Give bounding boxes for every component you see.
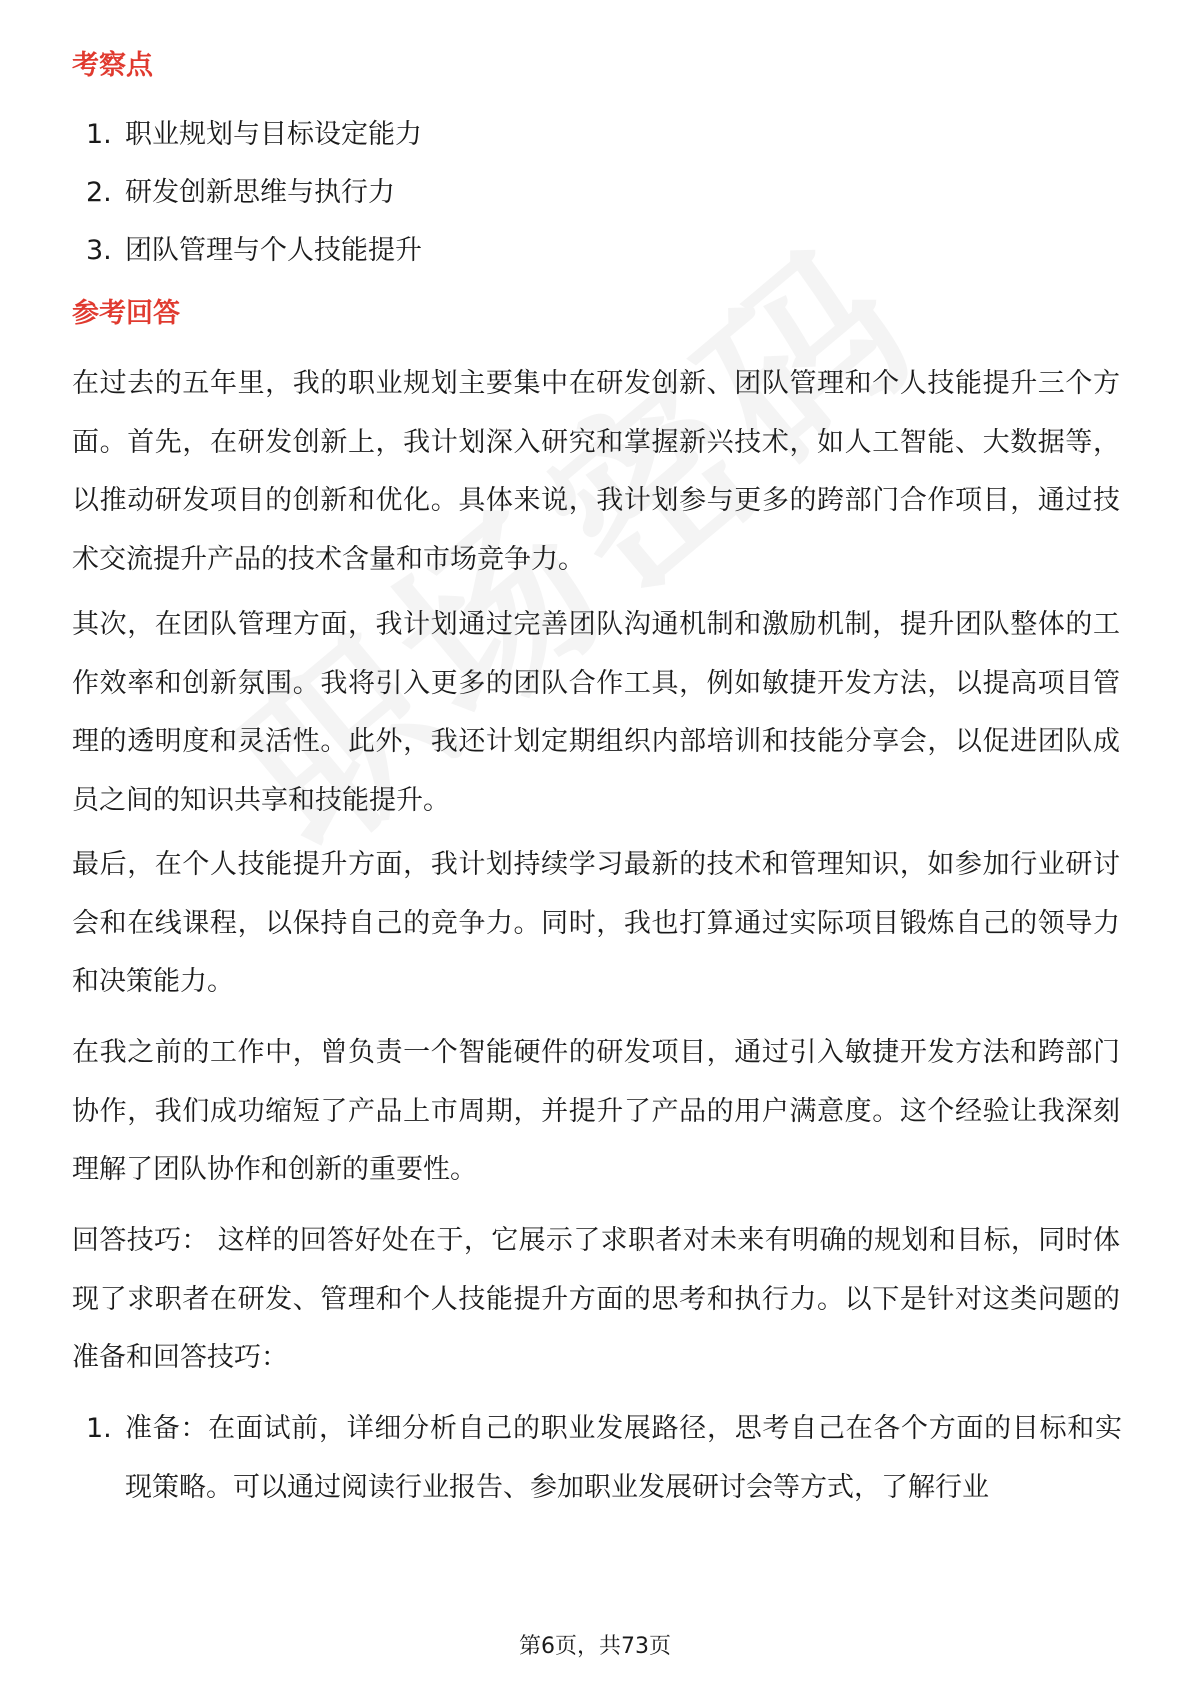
list-item — [72, 222, 1122, 280]
list-item-number: 1. — [86, 119, 112, 150]
answer-paragraph-1: 在过去的五年里，我的职业规划主要集中在研发创新、团队管理和个人技能提升三个方面。首先，在研发创新上，我计划深入研究和掌握新兴技术，如人工智能、大数据等，以推动研发项目的创新和优化。具体来说，我计划参与更多的跨部门合作项目，通过技术交流提升产品的技术含量和市场竞争力。 — [72, 368, 1120, 575]
list-item-text: 职业规划与目标设定能力 — [125, 119, 422, 150]
page-footer: 第6页，共73页 — [519, 1634, 671, 1659]
list-item-text: 研发创新思维与执行力 — [125, 177, 395, 208]
section-title-kaochadian: 考察点 — [72, 50, 153, 81]
list-item-number: 1. — [86, 1413, 112, 1444]
list-item-text: 准备：在面试前，详细分析自己的职业发展路径，思考自己在各个方面的目标和实现策略。可以通过阅读行业报告、参加职业发展研讨会等方式，了解行业 — [125, 1413, 1122, 1503]
list-item — [72, 1400, 1122, 1517]
section-title-answer: 参考回答 — [72, 298, 180, 329]
answer-paragraph-4: 在我之前的工作中，曾负责一个智能硬件的研发项目，通过引入敏捷开发方法和跨部门协作，我们成功缩短了产品上市周期，并提升了产品的用户满意度。这个经验让我深刻理解了团队协作和创新的重要性。 — [72, 1037, 1120, 1185]
list-item — [72, 106, 1122, 164]
list-item-number: 2. — [86, 177, 112, 208]
list-item-number: 3. — [86, 235, 112, 266]
list-item — [72, 164, 1122, 222]
answer-paragraph-3: 最后，在个人技能提升方面，我计划持续学习最新的技术和管理知识，如参加行业研讨会和在线课程，以保持自己的竞争力。同时，我也打算通过实际项目锻炼自己的领导力和决策能力。 — [72, 849, 1120, 997]
list-item-text: 团队管理与个人技能提升 — [125, 235, 422, 266]
tips-list — [72, 1400, 1122, 1517]
answer-paragraph-2: 其次，在团队管理方面，我计划通过完善团队沟通机制和激励机制，提升团队整体的工作效率和创新氛围。我将引入更多的团队合作工具，例如敏捷开发方法，以提高项目管理的透明度和灵活性。此外，我还计划定期组织内部培训和技能分享会，以促进团队成员之间的知识共享和技能提升。 — [72, 609, 1120, 816]
answer-tips-paragraph: 回答技巧： 这样的回答好处在于，它展示了求职者对未来有明确的规划和目标，同时体现了求职者在研发、管理和个人技能提升方面的思考和执行力。以下是针对这类问题的准备和回答技巧： — [72, 1225, 1120, 1373]
kaochadian-list — [72, 106, 1122, 280]
